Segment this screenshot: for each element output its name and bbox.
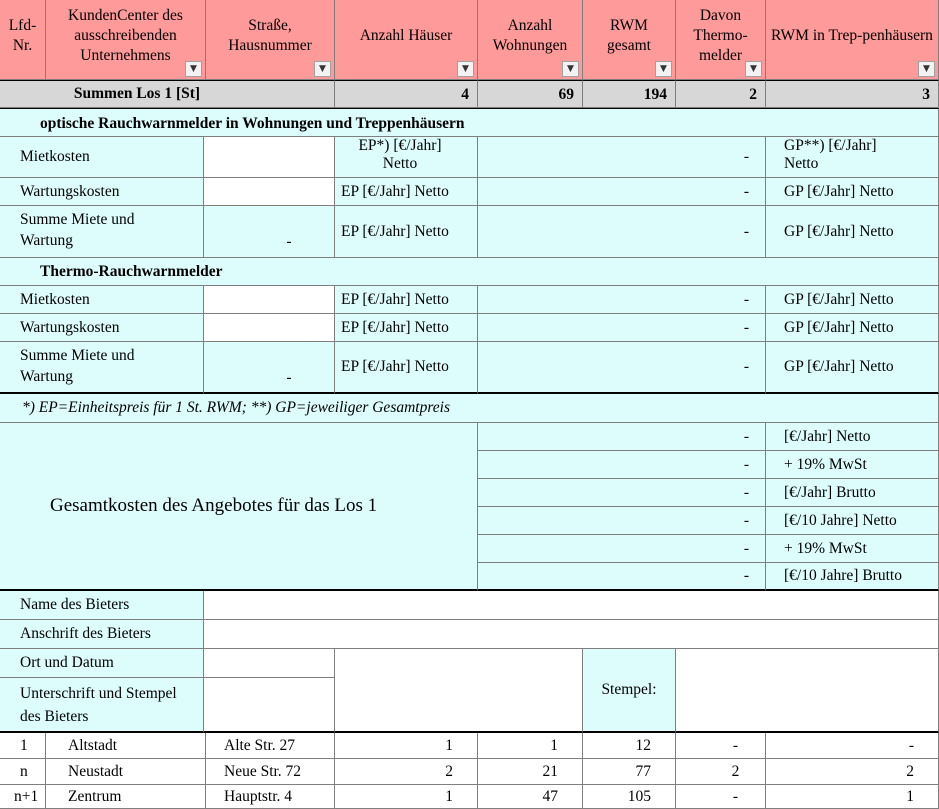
gesamtkosten-label: Gesamtkosten des Angebotes für das Los 1 <box>0 423 478 591</box>
chevron-down-icon[interactable]: ▼ <box>314 61 331 77</box>
s1-wartung-dash: - <box>478 178 766 206</box>
section-optische-title: optische Rauchwarnmelder in Wohnungen und Treppenhäusern <box>0 108 939 137</box>
s2-mietkosten-dash: - <box>478 286 766 314</box>
row1-haeuser: 1 <box>335 733 478 759</box>
s2-wartung-gp: GP [€/Jahr] Netto <box>766 314 939 342</box>
row2-trepp: 2 <box>766 759 939 785</box>
stempel-label: Stempel: <box>583 649 676 733</box>
unterschrift-label: Unterschrift und Stempel des Bieters <box>0 678 204 733</box>
row2-rwm: 77 <box>583 759 676 785</box>
s1-summe-dash: - <box>478 206 766 258</box>
s2-summe-ep: EP [€/Jahr] Netto <box>335 342 478 394</box>
summen-rwm: 194 <box>583 80 676 108</box>
chevron-down-icon[interactable]: ▼ <box>655 61 672 77</box>
unterschrift-field[interactable] <box>204 678 335 733</box>
gesamt-unit-1: [€/Jahr] Netto <box>766 423 939 451</box>
s2-wartung-label: Wartungskosten <box>0 314 204 342</box>
ort-datum-extra[interactable] <box>335 649 583 678</box>
bieter-anschrift-field[interactable] <box>204 620 939 649</box>
gesamt-unit-2: + 19% MwSt <box>766 451 939 479</box>
row2-nr: n <box>0 759 46 785</box>
row3-haeuser: 1 <box>335 785 478 809</box>
s2-summe-dash: - <box>478 342 766 394</box>
row1-wohn: 1 <box>478 733 583 759</box>
gesamt-unit-6: [€/10 Jahre] Brutto <box>766 563 939 591</box>
chevron-down-icon[interactable]: ▼ <box>918 61 935 77</box>
row3-trepp: 1 <box>766 785 939 809</box>
s2-mietkosten-gp: GP [€/Jahr] Netto <box>766 286 939 314</box>
s1-summe-small: - <box>204 206 335 258</box>
row1-thermo: - <box>676 733 766 759</box>
row3-kc: Zentrum <box>46 785 206 809</box>
header-treppenhaeuser: RWM in Trep-penhäusern ▼ <box>766 0 939 80</box>
section-thermo-title: Thermo-Rauchwarnmelder <box>0 258 939 286</box>
summen-treppenhaeuser: 3 <box>766 80 939 108</box>
header-kundencenter: KundenCenter des ausschreibenden Unternehmens ▼ <box>46 0 206 80</box>
header-rwm-gesamt: RWM gesamt ▼ <box>583 0 676 80</box>
row1-rwm: 12 <box>583 733 676 759</box>
gesamt-unit-3: [€/Jahr] Brutto <box>766 479 939 507</box>
header-haeuser: Anzahl Häuser ▼ <box>335 0 478 80</box>
chevron-down-icon[interactable]: ▼ <box>457 61 474 77</box>
s1-summe-label: Summe Miete und Wartung <box>0 206 204 258</box>
s2-mietkosten-ep: EP [€/Jahr] Netto <box>335 286 478 314</box>
chevron-down-icon[interactable]: ▼ <box>562 61 579 77</box>
s1-mietkosten-input[interactable] <box>204 137 335 178</box>
s2-mietkosten-input[interactable] <box>204 286 335 314</box>
header-strasse: Straße, Hausnummer ▼ <box>206 0 335 80</box>
row3-nr: n+1 <box>0 785 46 809</box>
header-wohnungen: Anzahl Wohnungen ▼ <box>478 0 583 80</box>
row3-str: Hauptstr. 4 <box>206 785 335 809</box>
row3-wohn: 47 <box>478 785 583 809</box>
s1-summe-gp: GP [€/Jahr] Netto <box>766 206 939 258</box>
row1-kc: Altstadt <box>46 733 206 759</box>
row1-str: Alte Str. 27 <box>206 733 335 759</box>
gesamt-unit-5: + 19% MwSt <box>766 535 939 563</box>
header-lfd: Lfd-Nr. <box>0 0 46 80</box>
summen-wohnungen: 69 <box>478 80 583 108</box>
row2-kc: Neustadt <box>46 759 206 785</box>
bieter-anschrift-label: Anschrift des Bieters <box>0 620 204 649</box>
s1-wartung-label: Wartungskosten <box>0 178 204 206</box>
row3-thermo: - <box>676 785 766 809</box>
s1-mietkosten-ep: EP*) [€/Jahr] Netto <box>335 137 478 178</box>
unterschrift-extra[interactable] <box>335 678 583 733</box>
s2-summe-small: - <box>204 342 335 394</box>
row2-haeuser: 2 <box>335 759 478 785</box>
ort-datum-label: Ort und Datum <box>0 649 204 678</box>
gesamt-dash-6: - <box>478 563 766 591</box>
footnote: *) EP=Einheitspreis für 1 St. RWM; **) GP=jeweiliger Gesamtpreis <box>0 394 939 423</box>
s1-mietkosten-label: Mietkosten <box>0 137 204 178</box>
s2-wartung-dash: - <box>478 314 766 342</box>
chevron-down-icon[interactable]: ▼ <box>745 61 762 77</box>
summen-haeuser: 4 <box>335 80 478 108</box>
summen-label: Summen Los 1 [St] <box>0 80 335 108</box>
gesamt-dash-3: - <box>478 479 766 507</box>
gesamt-dash-1: - <box>478 423 766 451</box>
row2-str: Neue Str. 72 <box>206 759 335 785</box>
s1-mietkosten-dash: - <box>478 137 766 178</box>
stempel-field[interactable] <box>676 649 939 733</box>
s1-wartung-gp: GP [€/Jahr] Netto <box>766 178 939 206</box>
row2-thermo: 2 <box>676 759 766 785</box>
header-thermo: Davon Thermo-melder ▼ <box>676 0 766 80</box>
gesamt-dash-2: - <box>478 451 766 479</box>
s1-summe-ep: EP [€/Jahr] Netto <box>335 206 478 258</box>
s1-wartung-ep: EP [€/Jahr] Netto <box>335 178 478 206</box>
s2-summe-label: Summe Miete und Wartung <box>0 342 204 394</box>
s1-mietkosten-gp: GP**) [€/Jahr] Netto <box>766 137 939 178</box>
row1-nr: 1 <box>0 733 46 759</box>
bieter-name-field[interactable] <box>204 591 939 620</box>
row1-trepp: - <box>766 733 939 759</box>
s2-summe-gp: GP [€/Jahr] Netto <box>766 342 939 394</box>
ort-datum-field[interactable] <box>204 649 335 678</box>
gesamt-unit-4: [€/10 Jahre] Netto <box>766 507 939 535</box>
row3-rwm: 105 <box>583 785 676 809</box>
gesamt-dash-5: - <box>478 535 766 563</box>
summen-thermo: 2 <box>676 80 766 108</box>
gesamt-dash-4: - <box>478 507 766 535</box>
bieter-name-label: Name des Bieters <box>0 591 204 620</box>
s2-wartung-input[interactable] <box>204 314 335 342</box>
row2-wohn: 21 <box>478 759 583 785</box>
s2-mietkosten-label: Mietkosten <box>0 286 204 314</box>
s2-wartung-ep: EP [€/Jahr] Netto <box>335 314 478 342</box>
chevron-down-icon[interactable]: ▼ <box>185 61 202 77</box>
s1-wartung-input[interactable] <box>204 178 335 206</box>
